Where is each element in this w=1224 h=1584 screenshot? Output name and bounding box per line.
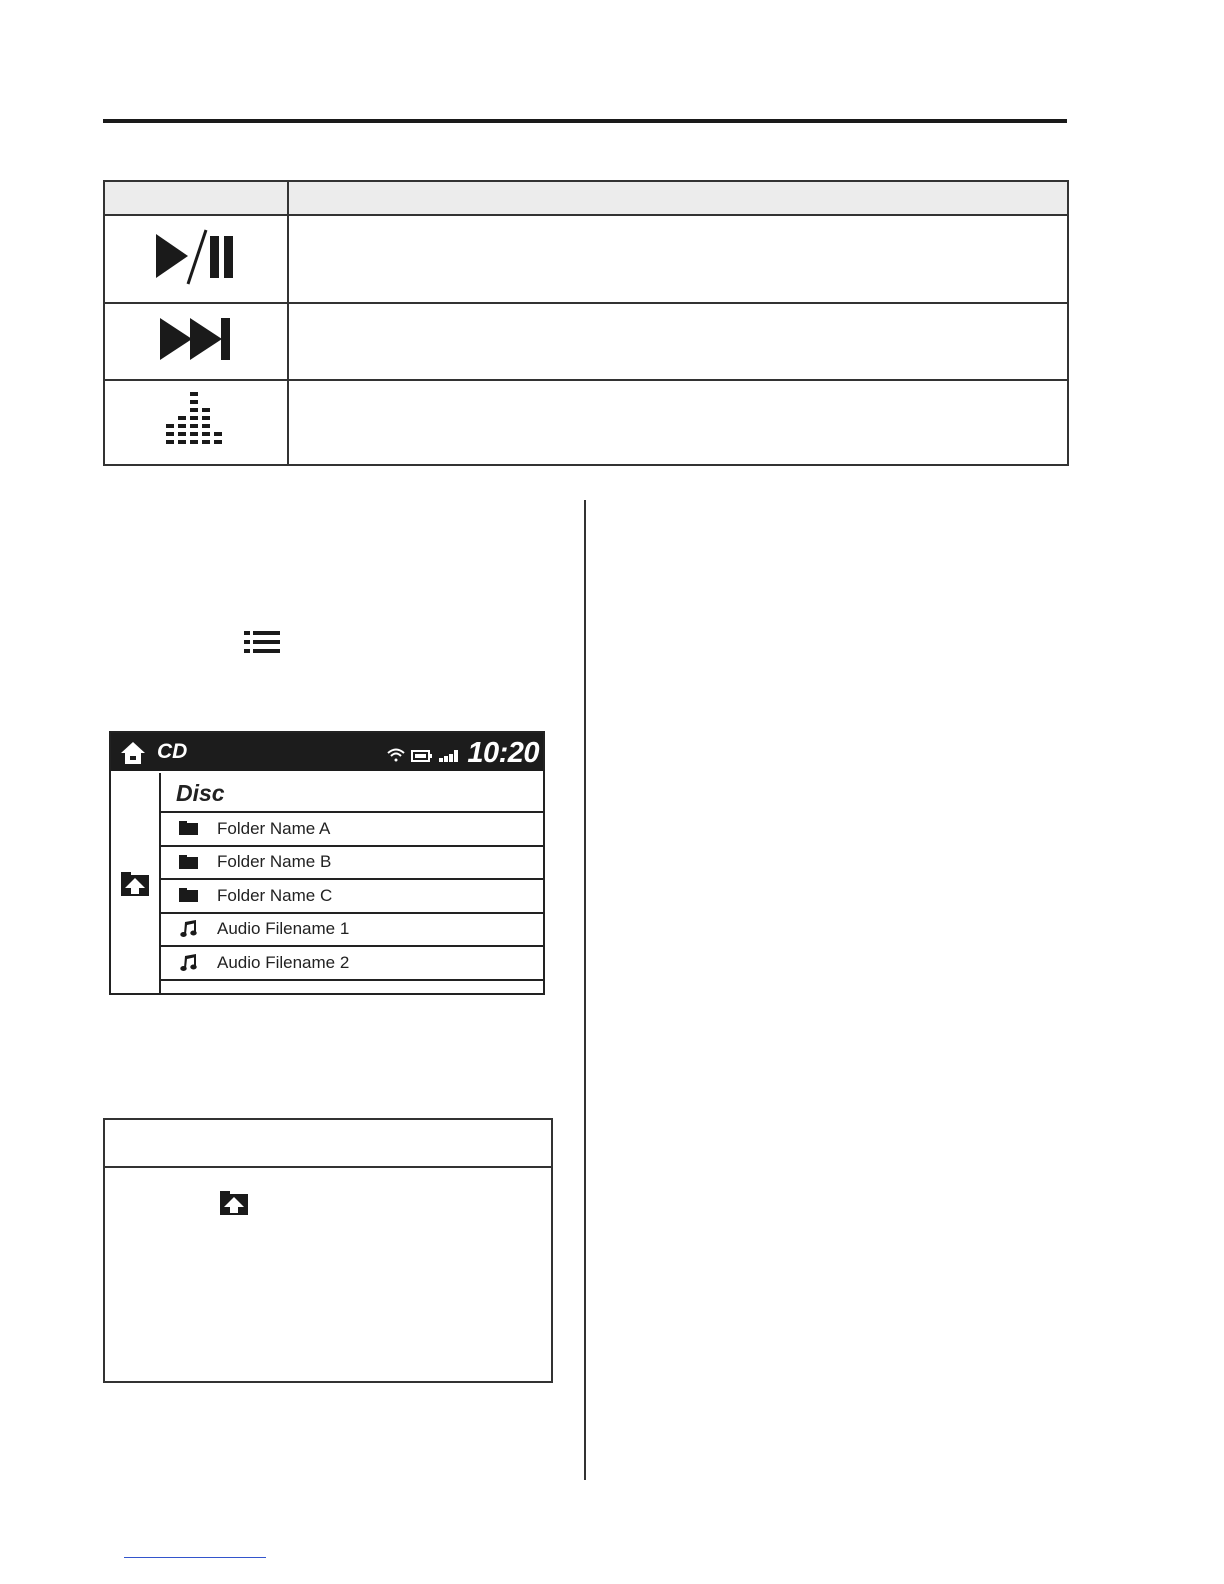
folder-up-icon	[219, 1190, 249, 1221]
list-icon[interactable]	[244, 630, 280, 659]
table-row	[105, 216, 1067, 304]
list-item-label: Folder Name C	[217, 885, 333, 905]
play-pause-icon[interactable]	[154, 228, 238, 291]
skip-forward-icon[interactable]	[158, 316, 234, 367]
note-box	[103, 1118, 553, 1383]
clock: 10:20	[467, 737, 539, 769]
list-item[interactable]	[161, 880, 543, 914]
file-list	[161, 773, 543, 993]
list-item[interactable]	[161, 813, 543, 847]
table-cell-icon	[105, 216, 289, 302]
column-divider	[584, 500, 586, 1480]
status-icons	[387, 748, 459, 767]
icon-table	[103, 180, 1069, 466]
list-item[interactable]	[161, 847, 543, 881]
home-icon[interactable]	[120, 741, 146, 770]
screen-body	[111, 773, 543, 993]
folder-icon	[161, 888, 217, 903]
table-cell-description	[289, 216, 1067, 302]
table-cell-icon	[105, 381, 289, 464]
list-item-label: Folder Name B	[217, 852, 332, 872]
cd-screen	[109, 731, 545, 995]
status-bar	[111, 733, 543, 771]
table-row	[105, 381, 1067, 464]
table-cell-icon	[105, 304, 289, 379]
list-item-label: Audio Filename 2	[217, 952, 350, 972]
note-box-header	[105, 1120, 551, 1168]
list-item-label: Audio Filename 1	[217, 919, 350, 939]
list-item-label: Folder Name A	[217, 818, 331, 838]
equalizer-icon[interactable]	[164, 392, 228, 453]
side-panel	[111, 773, 161, 993]
source-title: CD	[157, 740, 188, 763]
folder-icon	[161, 855, 217, 870]
list-item[interactable]	[161, 914, 543, 948]
table-header	[105, 182, 1067, 216]
table-header-cell	[105, 182, 289, 214]
list-heading: Disc	[161, 773, 543, 813]
top-rule	[103, 119, 1067, 123]
signal-icon	[439, 749, 459, 767]
folder-icon	[161, 821, 217, 836]
folder-up-icon[interactable]	[120, 871, 150, 902]
music-note-icon	[161, 920, 217, 938]
table-cell-description	[289, 304, 1067, 379]
footer-link-underline[interactable]	[124, 1557, 266, 1558]
battery-icon	[411, 749, 433, 767]
table-row	[105, 304, 1067, 381]
music-note-icon	[161, 954, 217, 972]
table-header-cell	[289, 182, 1067, 214]
table-cell-description	[289, 381, 1067, 464]
wifi-icon	[387, 748, 405, 767]
list-item[interactable]	[161, 947, 543, 981]
